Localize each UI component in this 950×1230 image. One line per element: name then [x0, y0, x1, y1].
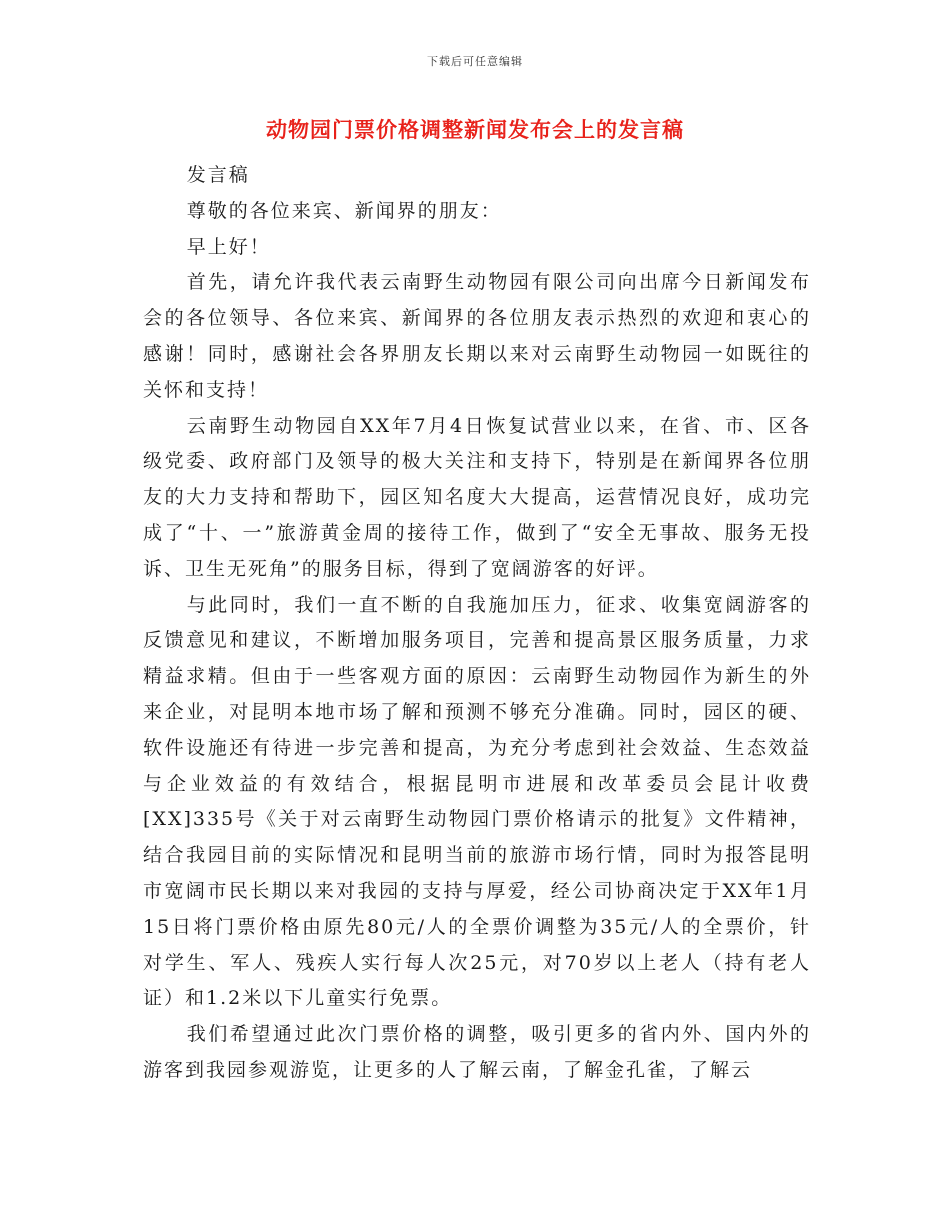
header-note: 下载后可任意编辑: [427, 55, 523, 68]
paragraph-outlook: 我们希望通过此次门票价格的调整，吸引更多的省内外、国内外的游客到我园参观游览，让更多的人了解云南，了解金孔雀，了解云: [143, 1023, 811, 1081]
document-body: [143, 158, 811, 1089]
paragraph-price-adjustment: 与此同时，我们一直不断的自我施加压力，征求、收集宽阔游客的反馈意见和建议，不断增加服务项目，完善和提高景区服务质量，力求精益求精。但由于一些客观方面的原因：云南野生动物园作为新生的外来企业，对昆明本地市场了解和预测不够充分准确。同时，园区的硬、软件设施还有待进一步完善和提高，为充分考虑到社会效益、生态效益与企业效益的有效结合，根据昆明市进展和改革委员会昆计收费[XX]335号《关于对云南野生动物园门票价格请示的批复》文件精神，结合我园目前的实际情况和昆明当前的旅游市场行情，同时为报答昆明市宽阔市民长期以来对我园的支持与厚爱，经公司协商决定于XX年1月15日将门票价格由原先80元/人的全票价调整为35元/人的全票价，针对学生、军人、残疾人实行每人次25元，对70岁以上老人（持有老人证）和1.2米以下儿童实行免票。: [143, 593, 811, 1010]
paragraph-welcome: 首先，请允许我代表云南野生动物园有限公司向出席今日新闻发布会的各位领导、各位来宾、新闻界的各位朋友表示热烈的欢迎和衷心的感谢！同时，感谢社会各界朋友长期以来对云南野生动物园一如既往的关怀和支持！: [143, 271, 811, 401]
paragraph-background: 云南野生动物园自XX年7月4日恢复试营业以来，在省、市、区各级党委、政府部门及领导的极大关注和支持下，特别是在新闻界各位朋友的大力支持和帮助下，园区知名度大大提高，运营情况良好，成功完成了“十、一”旅游黄金周的接待工作，做到了“安全无事故、服务无投诉、卫生无死角”的服务目标，得到了宽阔游客的好评。: [143, 414, 811, 580]
document-title: 动物园门票价格调整新闻发布会上的发言稿: [266, 117, 684, 142]
paragraph-heading: 发言稿: [186, 164, 250, 186]
paragraph-salutation: 尊敬的各位来宾、新闻界的朋友：: [186, 199, 502, 222]
paragraph-greeting: 早上好！: [186, 235, 271, 258]
